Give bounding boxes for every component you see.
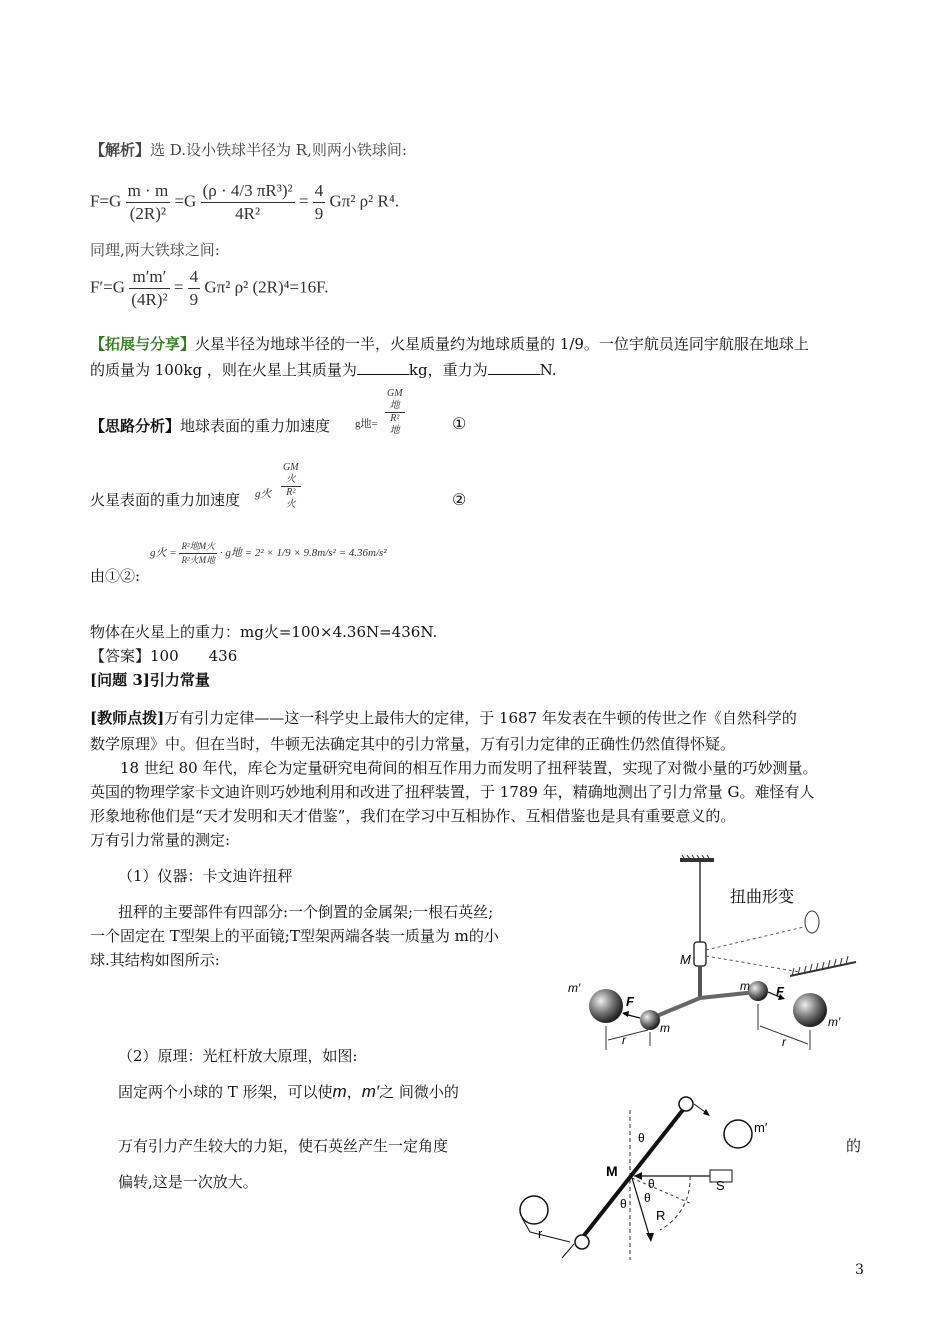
eq1-frac1-num: m · m — [126, 180, 171, 203]
eq1-frac2-den: 4R² — [235, 204, 261, 223]
p3-p6: 万有引力常量的测定: — [90, 831, 231, 849]
section2-line-b-tail: 的 — [846, 1137, 862, 1155]
fig1-r-left: r — [622, 1033, 626, 1047]
eq2-lhs: F′=G — [90, 277, 126, 297]
fig2-r-label: r — [538, 1226, 543, 1241]
extension-label: 【拓展与分享】 — [90, 335, 196, 353]
eq2-frac1 — [129, 266, 169, 311]
theta-mid2: θ — [644, 1191, 651, 1205]
extension-text2c: N. — [539, 361, 557, 379]
eq1-frac3-num: 4 — [313, 180, 326, 203]
g-earth-num: GM地 — [387, 388, 403, 411]
eq2-frac2-num: 4 — [188, 266, 201, 289]
eq3-rhs: · g地 = 2² × 1/9 × 9.8m/s² = 4.36m/s² — [219, 547, 387, 560]
solution-line2: 同理,两大铁球之间: — [90, 241, 220, 259]
t-frame-left — [652, 998, 700, 1018]
fig1-F-left: F — [626, 994, 634, 1009]
fig2-M-label: M — [606, 1163, 618, 1179]
solution-label: 【解析】 — [90, 141, 151, 159]
s2a-m: m — [332, 1082, 347, 1101]
eq2-frac2-den: 9 — [189, 290, 199, 309]
extension-line1 — [90, 334, 809, 354]
s2a-text: 固定两个小球的 T 形架，可以使 — [118, 1083, 333, 1101]
extension-text2a: 的质量为 100kg ，则在火星上其质量为 — [90, 361, 357, 379]
p3-p3: 18 世纪 80 年代，库仑为定量研究电荷间的相互作用力而发明了扭秤装置，实现了对微小量的巧妙测量。 — [90, 759, 818, 777]
eq2-frac1-num: m′m′ — [129, 266, 169, 289]
section1-line-b: 一个固定在 T型架上的平面镜;T型架两端各装一质量为 m的小 — [90, 927, 499, 945]
g-earth-label: g地= — [355, 418, 378, 430]
light-beam-1 — [706, 926, 808, 950]
marker-1: ① — [452, 414, 467, 433]
analysis-line4: 物体在火星上的重力：mg火=100×4.36N=436N. — [90, 623, 438, 641]
equation-2 — [90, 266, 328, 311]
arrow-bottom — [562, 1244, 574, 1258]
eq1-frac2 — [201, 180, 295, 225]
extension-line2 — [90, 360, 557, 380]
reflected-beam-1 — [632, 1178, 692, 1204]
solution-intro — [90, 140, 407, 160]
small-ball-left — [640, 1010, 660, 1030]
fig1-mprime-left: m′ — [568, 981, 581, 995]
answer-line: 【答案】100 436 — [90, 647, 238, 665]
equation-3 — [150, 540, 387, 567]
r-dim-left-line — [608, 1030, 648, 1040]
arrowhead-top — [703, 1109, 710, 1116]
eq2-frac2 — [188, 266, 201, 311]
g-mars-frac — [281, 462, 301, 511]
section2-title: （2）原理：光杠杆放大原理，如图: — [118, 1047, 358, 1065]
fig1-F-right: F — [776, 984, 784, 999]
section2-line-a — [118, 1082, 459, 1102]
eq1-lhs: F=G — [90, 191, 122, 211]
large-ball-right — [724, 1120, 752, 1148]
eq2-eq: = — [173, 277, 184, 297]
p3-p4: 英国的物理学家卡文迪许则巧妙地利用和改进了扭秤装置，于 1789 年，精确地测出了引力常量 G。难怪有人 — [90, 783, 815, 801]
fig2-S-label: S — [716, 1178, 725, 1193]
fig2-R-label: R — [656, 1208, 666, 1223]
scale — [790, 956, 856, 976]
eq1-frac2-num: (ρ · 4/3 πR³)² — [201, 180, 295, 203]
eq1-frac3-den: 9 — [314, 204, 324, 223]
theta-top: θ — [638, 1131, 645, 1145]
small-ball-bottom — [575, 1235, 589, 1249]
eq1-frac3 — [313, 180, 326, 225]
torsion-balance-figure — [560, 850, 860, 1060]
eq1-frac1 — [126, 180, 171, 225]
small-ball-right — [748, 981, 768, 1001]
g-mars-label: g火 — [255, 488, 272, 500]
section1-line-a: 扭秤的主要部件有四部分:一个倒置的金属架;一根石英丝; — [118, 903, 494, 921]
mass-blank[interactable] — [357, 360, 409, 375]
theta-mid1: θ — [648, 1177, 655, 1191]
eq1-frac1-den: (2R)² — [129, 204, 167, 223]
rod — [582, 1106, 686, 1238]
equation-1 — [90, 180, 399, 225]
ceiling-mount — [680, 858, 714, 862]
eq1-mid: =G — [174, 191, 197, 211]
g-mars-num: GM火 — [283, 462, 299, 485]
p3-p2: 数学原理》中。但在当时，牛顿无法确定其中的引力常量，万有引力定律的正确性仍然值得怀疑。 — [90, 735, 736, 753]
page-number: 3 — [855, 1262, 864, 1278]
eq1-tail: Gπ² ρ² R⁴. — [329, 191, 400, 211]
theta-left: θ — [620, 1197, 627, 1211]
large-ball-left — [520, 1196, 548, 1224]
fig1-r-right: r — [782, 1035, 786, 1049]
marker-2: ② — [452, 490, 467, 509]
extension-text2b: kg，重力为 — [408, 361, 488, 379]
analysis-line1-text: 地球表面的重力加速度 — [180, 417, 331, 435]
eq2-frac1-den: (4R)² — [131, 290, 168, 309]
analysis-label: 【思路分析】 — [90, 417, 181, 435]
problem3-title: [问题 3]引力常量 — [90, 671, 210, 689]
large-ball-right — [793, 993, 827, 1027]
force-arrowhead-left — [622, 1011, 629, 1017]
extension-text1: 火星半径为地球半径的一半，火星质量约为地球质量的 1/9。一位宇航员连同宇航服在地球上 — [195, 335, 809, 353]
analysis-line1 — [90, 416, 330, 436]
section2-line-c: 偏转,这是一次放大。 — [118, 1173, 258, 1191]
mirror — [694, 942, 706, 966]
light-beam-2 — [706, 956, 800, 972]
analysis-line2: 火星表面的重力加速度 — [90, 491, 241, 509]
large-ball-left — [589, 989, 623, 1023]
fig1-m-right: m — [740, 979, 750, 993]
eq3-lhs: g火 = — [150, 547, 177, 560]
fig1-m-left: m — [660, 1021, 670, 1035]
fig1-mprime-right: m′ — [828, 1015, 841, 1029]
fig2-mprime-label: m′ — [754, 1120, 768, 1135]
r-dim-b — [530, 1232, 570, 1242]
eq3-frac — [179, 540, 217, 567]
p3-p5: 形象地称他们是“天才发明和天才借鉴”，我们在学习中互相协作、互相借鉴也是具有重要意义的。 — [90, 807, 736, 825]
eq3-den: R²火M地 — [181, 555, 216, 565]
lamp — [805, 911, 819, 933]
s2a-tail: 之 间微小的 — [379, 1083, 459, 1101]
small-ball-top — [679, 1097, 693, 1111]
g-earth-frac — [385, 388, 405, 437]
eq1-eq: = — [298, 191, 309, 211]
fig1-twist-label: 扭曲形变 — [730, 889, 795, 906]
eq3-num: R²地M火 — [179, 540, 217, 554]
teacher-label: [教师点拨] — [90, 709, 165, 727]
section2-line-b: 万有引力产生较大的力矩，使石英丝产生一定角度 — [118, 1137, 449, 1155]
solution-intro-text: 选 D.设小铁球半径为 R,则两小铁球间: — [150, 141, 407, 159]
section1-line-c: 球.其结构如图所示: — [90, 951, 220, 969]
optical-lever-figure — [510, 1092, 770, 1264]
section1-title: （1）仪器：卡文迪许扭秤 — [118, 867, 293, 885]
g-mars-den: R²火 — [285, 487, 296, 510]
fig1-M-label: M — [680, 952, 691, 967]
eq2-tail: Gπ² ρ² (2R)⁴=16F. — [204, 277, 329, 297]
analysis-line3: 由①②: — [90, 567, 141, 585]
reflected-arrowhead — [646, 1233, 654, 1242]
g-earth-den: R²地 — [389, 413, 400, 436]
weight-blank[interactable] — [488, 360, 540, 375]
p3-p1: 万有引力定律——这一科学史上最伟大的定律，于 1687 年发表在牛顿的传世之作《自然科学的 — [164, 709, 797, 727]
p3-para1 — [90, 708, 797, 728]
ceiling-hatch — [682, 855, 709, 858]
s2a-mprime: m′ — [361, 1082, 380, 1101]
s2a-comma: ， — [346, 1083, 362, 1101]
